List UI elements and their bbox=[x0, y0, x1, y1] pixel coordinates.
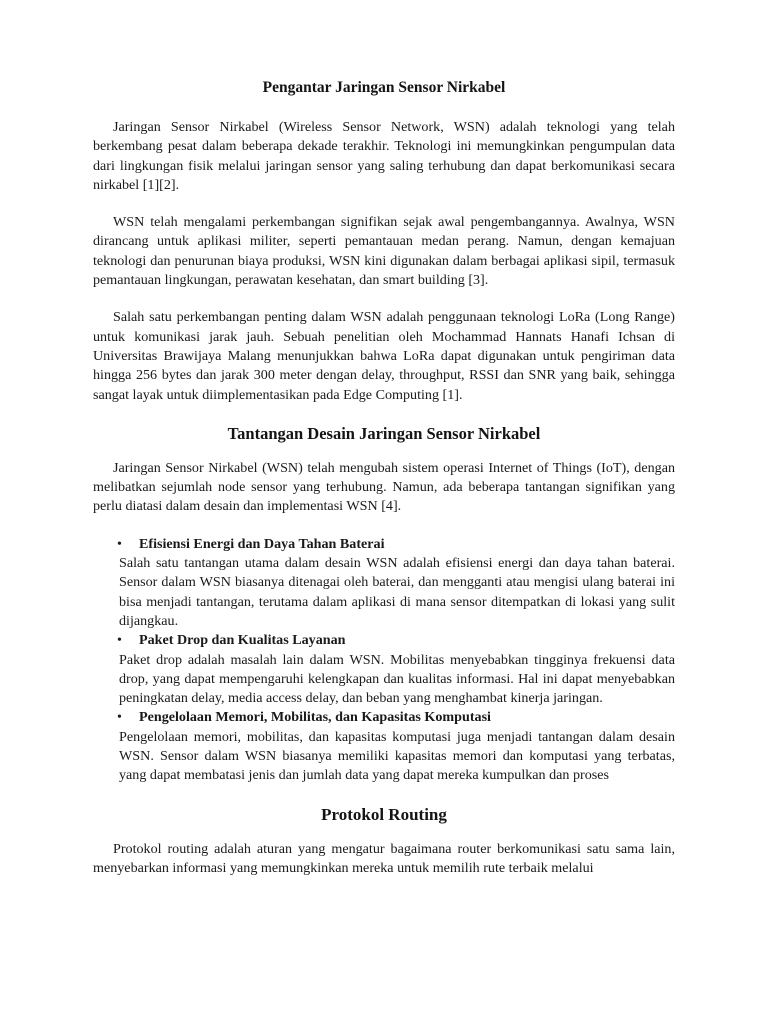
list-item-text: Paket drop adalah masalah lain dalam WSN. Mobilitas menyebabkan tingginya frekuensi data drop, yang dapat mempengaruhi kelengkapan dan kualitas informasi. Hal ini dapat menyebabkan peningkatan delay, media access delay, dan beban yang menghambat kinerja jaringan. bbox=[119, 651, 675, 707]
section-title-tantangan: Tantangan Desain Jaringan Sensor Nirkabel bbox=[227, 423, 541, 443]
bullet-icon: • bbox=[117, 709, 122, 726]
bullet-icon: • bbox=[117, 632, 122, 649]
list-item-energi bbox=[119, 535, 675, 631]
list-item-title: Efisiensi Energi dan Daya Tahan Baterai bbox=[139, 535, 385, 552]
paragraph-tantangan-intro: Jaringan Sensor Nirkabel (WSN) telah mengubah sistem operasi Internet of Things (IoT), dengan melibatkan sejumlah node sensor yang terhubung. Namun, ada beberapa tantangan signifikan yang perlu diatasi dalam desain dan implementasi WSN [4]. bbox=[93, 459, 675, 515]
list-item-text: Salah satu tantangan utama dalam desain WSN adalah efisiensi energi dan daya tahan baterai. Sensor dalam WSN biasanya ditenagai oleh baterai, dan mengganti atau mengisi ulang baterai ini bisa menjadi tantangan, terutama dalam aplikasi di mana sensor ditempatkan di lokasi yang sulit dijangkau. bbox=[119, 555, 675, 629]
challenge-list bbox=[93, 535, 675, 786]
list-item-memori bbox=[119, 708, 675, 785]
section-title-protokol-routing: Protokol Routing bbox=[321, 804, 447, 824]
list-item-paket-drop bbox=[119, 631, 675, 708]
list-item-title: Pengelolaan Memori, Mobilitas, dan Kapasitas Komputasi bbox=[139, 709, 491, 726]
list-item-title: Paket Drop dan Kualitas Layanan bbox=[139, 632, 346, 649]
paragraph-protokol-routing: Protokol routing adalah aturan yang mengatur bagaimana router berkomunikasi satu sama lain, menyebarkan informasi yang memungkinkan mereka untuk memilih rute terbaik melalui bbox=[93, 840, 675, 876]
document-page bbox=[93, 78, 675, 878]
paragraph-intro-wsn: Jaringan Sensor Nirkabel (Wireless Sensor Network, WSN) adalah teknologi yang telah berkembang pesat dalam beberapa dekade terakhir. Teknologi ini memungkinkan pengumpulan data dari lingkungan fisik melalui jaringan sensor yang saling terhubung dan dapat berkomunikasi secara nirkabel [1][2]. bbox=[93, 119, 675, 193]
bullet-icon: • bbox=[117, 535, 122, 552]
paragraph-lora: Salah satu perkembangan penting dalam WSN adalah penggunaan teknologi LoRa (Long Range) untuk komunikasi jarak jauh. Sebuah penelitian oleh Mochammad Hannats Hanafi Ichsan di Universitas Brawijaya Malang menunjukkan bahwa LoRa dapat digunakan untuk pengiriman data hingga 256 bytes dan jarak 300 meter dengan delay, throughput, RSSI dan SNR yang baik, sehingga sangat layak untuk diimplementasikan pada Edge Computing [1]. bbox=[93, 309, 675, 403]
paragraph-wsn-history: WSN telah mengalami perkembangan signifikan sejak awal pengembangannya. Awalnya, WSN dirancang untuk aplikasi militer, seperti pemantauan medan perang. Namun, dengan kemajuan teknologi dan penurunan biaya produksi, WSN kini digunakan dalam berbagai aplikasi sipil, termasuk pemantauan lingkungan, perawatan kesehatan, dan smart building [3]. bbox=[93, 214, 675, 289]
section-title-pengantar: Pengantar Jaringan Sensor Nirkabel bbox=[262, 79, 506, 96]
list-item-text: Pengelolaan memori, mobilitas, dan kapasitas komputasi juga menjadi tantangan dalam desain WSN. Sensor dalam WSN biasanya memiliki kapasitas memori dan komputasi yang terbatas, yang dapat membatasi jenis dan jumlah data yang dapat mereka kumpulkan dan proses bbox=[119, 728, 675, 784]
